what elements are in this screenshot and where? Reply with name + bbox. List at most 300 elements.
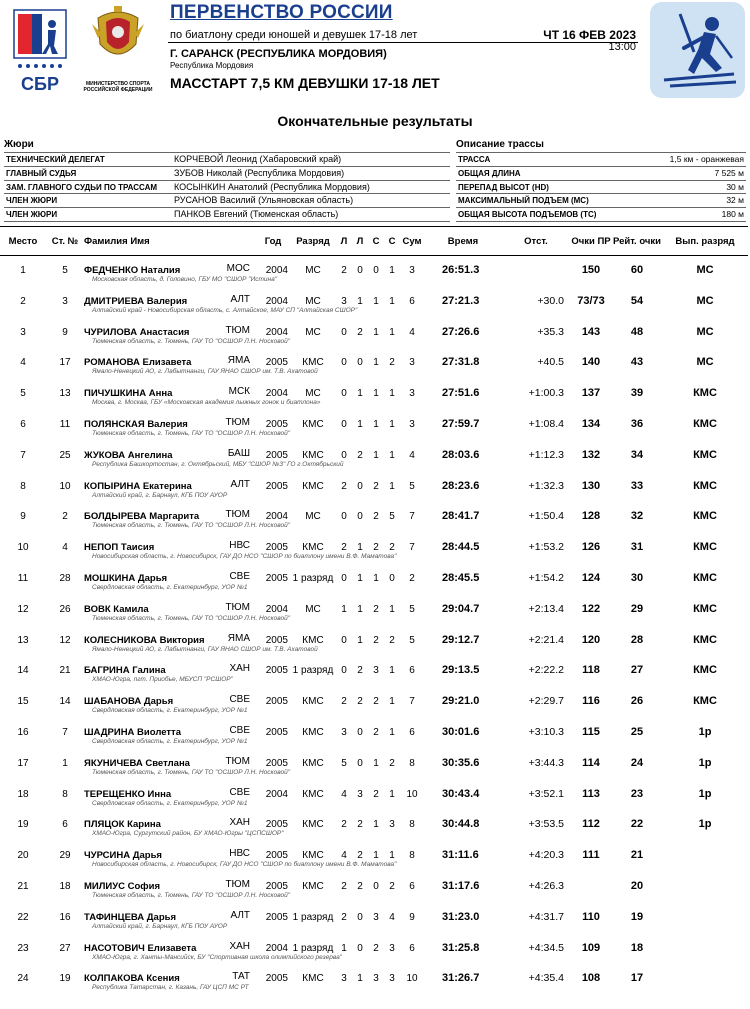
course-row: [456, 166, 746, 180]
bib-cell: 11: [59, 418, 71, 430]
behind-cell: +4:26.3: [528, 879, 564, 892]
qualification: [662, 964, 748, 984]
jury-role: ГЛАВНЫЙ СУДЬЯ: [6, 168, 77, 178]
athlete-name: ШАБАНОВА Дарья: [84, 696, 174, 708]
col-year: Год: [256, 227, 290, 256]
qualification: КМС: [693, 695, 717, 708]
region-code: МОС: [226, 263, 250, 274]
year-value: 2005: [265, 696, 288, 708]
penalty-sum: 7: [409, 542, 415, 554]
rating-points: 33: [630, 479, 644, 492]
shooting-1: 2: [341, 542, 347, 554]
club-info: Алтайский край - Новосибирская область, с. Алтайское, МАУ СП "Алтайская СШОР": [92, 306, 358, 314]
club-info: ХМАО-Югра, пгт. Приобье, МБУСП "РСШОР": [92, 676, 233, 684]
event-name: МАССТАРТ 7,5 КМ ДЕВУШКИ 17-18 ЛЕТ: [170, 75, 440, 91]
time-cell: 28:23.6: [442, 479, 480, 492]
club-info: ХМАО-Югра, Сургутский район, БУ ХМАО-Югры "ЦСПСШОР": [92, 830, 284, 838]
time-cell: 28:41.7: [442, 510, 480, 523]
time-cell: 31:11.6: [442, 849, 479, 862]
bib-cell: 1: [62, 757, 68, 769]
points-pr: 150: [581, 264, 601, 276]
penalty-sum: 8: [409, 850, 415, 862]
year-value: 2005: [265, 973, 288, 985]
shooting-3: 2: [373, 542, 379, 554]
rating-points: 25: [630, 725, 644, 738]
behind-cell: +1:53.2: [528, 541, 564, 554]
shooting-2: 1: [357, 295, 363, 307]
athlete-name: МОШКИНА Дарья: [84, 572, 168, 584]
bib-cell: 29: [59, 850, 71, 862]
year-cell: [229, 934, 290, 954]
shooting-2: 0: [357, 726, 363, 738]
shooting-1: 0: [341, 357, 347, 369]
shooting-4: 1: [389, 265, 395, 276]
place-cell: 22: [17, 911, 29, 923]
rank-cell: КМС: [302, 634, 324, 646]
behind-cell: +30.0: [537, 294, 564, 307]
shooting-1: 0: [341, 449, 347, 461]
event-city: Г. САРАНСК (РЕСПУБЛИКА МОРДОВИЯ): [170, 48, 387, 60]
year-value: 2004: [265, 265, 288, 276]
penalty-sum: 6: [409, 726, 415, 738]
club-info: Республика Татарстан, г. Казань, ГАУ ЦСП МС РТ: [92, 984, 249, 992]
qualification: КМС: [693, 479, 717, 492]
penalty-sum: 7: [409, 511, 415, 523]
course-label: ПЕРЕПАД ВЫСОТ (HD): [458, 182, 549, 192]
year-value: 2005: [265, 572, 288, 584]
club-info: Тюменская область, г. Тюмень, ГАУ ТО "ОСШОР Л.Н. Носковой": [92, 891, 291, 899]
table-row: [0, 318, 748, 338]
year-cell: [229, 656, 290, 677]
club-row: [0, 399, 748, 410]
penalty-sum: 7: [409, 696, 415, 708]
shooting-3: 3: [373, 911, 379, 923]
year-cell: [227, 441, 290, 461]
penalty-sum: 5: [409, 603, 415, 615]
rating-points: 34: [630, 448, 644, 461]
athlete-name: МИЛИУС София: [84, 880, 161, 892]
table-row: [0, 287, 748, 307]
rank-cell: МС: [305, 388, 321, 400]
place-cell: 3: [20, 326, 26, 338]
behind-cell: +40.5: [537, 356, 564, 369]
table-row: [0, 348, 748, 368]
club-row: [0, 584, 748, 595]
club-info: Тюменская область, г. Тюмень, ГАУ ТО "ОСШОР Л.Н. Носковой": [92, 429, 291, 437]
place-cell: 20: [17, 850, 29, 862]
qualification: МС: [696, 294, 714, 307]
col-rank: Разряд: [290, 227, 336, 256]
shooting-3: 2: [373, 480, 379, 492]
jury-row: [4, 166, 450, 180]
course-list: [456, 152, 746, 222]
rating-points: 48: [630, 325, 644, 338]
penalty-sum: 5: [409, 480, 415, 492]
shooting-4: 3: [389, 819, 395, 831]
course-row: [456, 152, 746, 166]
ministry-sport-logo: [80, 4, 156, 98]
shooting-2: 3: [357, 788, 363, 800]
jury-role: ТЕХНИЧЕСКИЙ ДЕЛЕГАТ: [6, 155, 105, 164]
jury-member: КОСЫНКИН Анатолий (Республика Мордовия): [174, 181, 370, 192]
rank-cell: КМС: [302, 418, 324, 430]
region-code: ТЮМ: [225, 878, 250, 890]
year-value: 2004: [265, 388, 288, 400]
region-code: НВС: [229, 848, 250, 860]
rating-points: 24: [630, 756, 644, 769]
shooting-3: 2: [373, 696, 379, 708]
table-row: [0, 749, 748, 769]
club-row: [0, 430, 748, 441]
place-cell: 16: [17, 726, 29, 738]
table-row: [0, 780, 748, 800]
year-value: 2004: [265, 603, 288, 615]
club-info: Ямало-Ненецкий АО, г. Лабытнанги, ГАУ ЯНАО СШОР им. Т.В. Ахатовой: [92, 368, 318, 376]
shooting-2: 1: [357, 418, 363, 430]
penalty-sum: 5: [409, 634, 415, 646]
year-cell: [229, 533, 290, 554]
points-pr: 108: [581, 972, 601, 985]
bib-cell: 21: [59, 665, 71, 677]
bib-cell: 27: [59, 942, 71, 954]
rating-points: 22: [630, 818, 644, 831]
place-cell: 9: [20, 511, 26, 523]
club-info: Алтайский край, г. Барнаул, КГБ ПОУ АУОР: [92, 922, 228, 930]
year-cell: [228, 379, 290, 400]
athlete-name: ВОВК Камила: [84, 603, 149, 615]
header: [0, 0, 750, 110]
bib-cell: 8: [62, 788, 68, 800]
penalty-sum: 6: [409, 942, 415, 954]
course-label: ОБЩАЯ ДЛИНА: [458, 168, 521, 178]
place-cell: 18: [17, 788, 29, 800]
athlete-name: ЧУРИЛОВА Анастасия: [84, 326, 190, 338]
table-row: [0, 564, 748, 584]
shooting-2: 1: [357, 603, 363, 615]
penalty-sum: 3: [409, 388, 415, 400]
shooting-4: 2: [389, 634, 395, 646]
rating-points: 54: [630, 294, 644, 307]
qualification: КМС: [693, 602, 717, 615]
rank-cell: КМС: [302, 788, 324, 800]
athlete-name: РОМАНОВА Елизавета: [84, 357, 192, 369]
shooting-3: 3: [373, 665, 379, 677]
shooting-1: 3: [341, 973, 347, 985]
place-cell: 15: [17, 696, 29, 708]
rank-cell: КМС: [302, 880, 324, 892]
jury-row: [4, 152, 450, 166]
col-bib: Ст. №: [46, 227, 84, 256]
course-label: ОБЩАЯ ВЫСОТА ПОДЪЕМОВ (TC): [458, 210, 597, 220]
shooting-2: 0: [357, 357, 363, 369]
shooting-2: 2: [357, 880, 363, 892]
rank-cell: КМС: [302, 850, 324, 862]
club-row: [0, 738, 748, 749]
shooting-2: 0: [357, 480, 363, 492]
results-body: [0, 256, 748, 996]
region-code: ТЮМ: [225, 416, 250, 428]
rating-points: 29: [630, 602, 644, 615]
shooting-1: 2: [341, 696, 347, 708]
rating-points: 26: [630, 695, 644, 708]
qualification: [662, 903, 748, 923]
shooting-2: 2: [357, 449, 363, 461]
year-cell: [229, 718, 290, 738]
qualification: КМС: [693, 448, 717, 461]
shooting-3: 1: [373, 418, 379, 430]
athlete-name: ПИЧУШКИНА Анна: [84, 388, 173, 400]
athlete-name: ТЕРЕЩЕНКО Инна: [84, 788, 172, 800]
place-cell: 6: [20, 418, 26, 430]
points-pr: 120: [581, 633, 601, 646]
bib-cell: 5: [62, 265, 68, 276]
time-cell: 30:43.4: [442, 787, 480, 800]
penalty-sum: 8: [409, 757, 415, 769]
shooting-3: 1: [373, 326, 379, 338]
club-info: Алтайский край, г. Барнаул, КГБ ПОУ АУОР: [92, 491, 228, 499]
shooting-2: 0: [357, 757, 363, 769]
rank-cell: 1 разряд: [292, 572, 334, 584]
behind-cell: +2:13.4: [528, 602, 564, 615]
shooting-4: 5: [389, 511, 395, 523]
behind-cell: +1:32.3: [528, 479, 564, 492]
jury-title: Жюри: [4, 139, 34, 150]
shooting-4: 1: [389, 726, 395, 738]
rating-points: 20: [630, 879, 644, 892]
behind-cell: +4:34.5: [528, 941, 564, 954]
club-row: [0, 553, 748, 564]
year-cell: [225, 749, 290, 769]
time-cell: 26:51.3: [442, 264, 480, 276]
region-code: ЯМА: [227, 355, 250, 367]
qualification: МС: [696, 325, 714, 338]
year-cell: [229, 810, 290, 831]
region-code: ХАН: [229, 663, 250, 675]
club-row: [0, 707, 748, 718]
rank-cell: КМС: [302, 696, 324, 708]
penalty-sum: 6: [409, 880, 415, 892]
time-cell: 31:17.6: [442, 879, 480, 892]
col-shoot-2: Л: [352, 227, 368, 256]
athlete-name: ШАДРИНА Виолетта: [84, 726, 181, 738]
jury-row: [4, 207, 450, 222]
time-cell: 29:13.5: [442, 664, 480, 677]
club-row: [0, 646, 748, 657]
rating-points: 31: [630, 541, 644, 554]
points-pr: 73/73: [577, 294, 605, 307]
club-row: [0, 923, 748, 934]
rating-points: 17: [630, 972, 644, 985]
region-code: СВЕ: [229, 694, 250, 706]
shooting-1: 3: [341, 726, 347, 738]
points-pr: 122: [581, 602, 601, 615]
course-row: [456, 207, 746, 222]
athlete-name: ФЕДЧЕНКО Наталия: [84, 265, 181, 276]
time-cell: 27:59.7: [442, 417, 480, 430]
table-row: [0, 872, 748, 892]
shooting-1: 2: [341, 480, 347, 492]
year-value: 2005: [265, 757, 288, 769]
shooting-2: 2: [357, 665, 363, 677]
time-cell: 28:45.5: [442, 571, 480, 584]
year-value: 2005: [265, 634, 288, 646]
rank-cell: КМС: [302, 542, 324, 554]
bib-cell: 18: [59, 880, 71, 892]
time-cell: 30:01.6: [442, 725, 480, 738]
place-cell: 10: [17, 542, 29, 554]
year-value: 2004: [265, 942, 288, 954]
shooting-3: 1: [373, 357, 379, 369]
course-title: Описание трассы: [456, 139, 544, 150]
col-name: Фамилия Имя: [84, 227, 256, 256]
rating-points: 27: [630, 664, 644, 677]
shooting-1: 3: [341, 295, 347, 307]
region-code: ХАН: [229, 940, 250, 952]
athlete-name: ДМИТРИЕВА Валерия: [84, 295, 188, 307]
table-row: [0, 595, 748, 615]
bib-cell: 10: [59, 480, 71, 492]
sbr-logo-text: СБР: [21, 74, 59, 94]
qualification: 1р: [698, 787, 712, 800]
year-value: 2005: [265, 357, 288, 369]
rank-cell: КМС: [302, 973, 324, 985]
jury-member: КОРЧЕВОЙ Леонид (Хабаровский край): [174, 154, 342, 164]
points-pr: 113: [582, 787, 600, 800]
region-code: СВЕ: [229, 724, 250, 736]
club-row: [0, 615, 748, 626]
bib-cell: 19: [59, 973, 71, 985]
club-info: Свердловская область, г. Екатеринбург, УОР №1: [92, 583, 248, 591]
shooting-2: 1: [357, 634, 363, 646]
penalty-sum: 10: [406, 973, 418, 985]
year-cell: [225, 595, 290, 615]
year-cell: [230, 903, 290, 923]
year-value: 2005: [265, 418, 288, 430]
club-info: Новосибирская область, г. Новосибирск, ГАУ ДО НСО "СШОР по биатлону имени В.Ф. Маматова": [92, 553, 397, 561]
club-info: Тюменская область, г. Тюмень, ГАУ ТО "ОСШОР Л.Н. Носковой": [92, 522, 291, 530]
table-row: [0, 379, 748, 399]
bib-cell: 4: [62, 542, 68, 554]
behind-cell: +3:52.1: [528, 787, 564, 800]
behind-cell: +4:35.4: [528, 972, 564, 985]
year-cell: [227, 626, 290, 646]
shooting-4: 2: [389, 880, 395, 892]
time-cell: 31:26.7: [442, 972, 480, 985]
year-value: 2004: [265, 326, 288, 338]
time-cell: 28:03.6: [442, 448, 480, 461]
rank-cell: КМС: [302, 757, 324, 769]
points-pr: 132: [581, 448, 601, 461]
club-row: [0, 800, 748, 811]
club-row: [0, 892, 748, 903]
col-behind: Отст.: [502, 227, 570, 256]
shooting-1: 4: [341, 788, 347, 800]
year-cell: [230, 472, 290, 492]
club-row: [0, 954, 748, 965]
shooting-3: 2: [373, 511, 379, 523]
shooting-1: 0: [341, 388, 347, 400]
jury-role: ЗАМ. ГЛАВНОГО СУДЬИ ПО ТРАССАМ: [6, 182, 158, 192]
region-code: ТЮМ: [225, 601, 250, 613]
year-cell: [227, 348, 290, 369]
year-value: 2004: [265, 788, 288, 800]
col-shoot-3: С: [368, 227, 384, 256]
table-row: [0, 810, 748, 830]
shooting-3: 2: [373, 634, 379, 646]
shooting-3: 1: [373, 819, 379, 831]
shooting-4: 3: [389, 973, 395, 985]
shooting-2: 2: [357, 850, 363, 862]
rating-points: 30: [630, 571, 644, 584]
year-cell: [230, 287, 290, 307]
rank-cell: КМС: [302, 819, 324, 831]
bib-cell: 6: [62, 819, 68, 831]
shooting-4: 2: [389, 757, 395, 769]
col-qualification: Вып. разряд: [662, 227, 748, 256]
year-value: 2005: [265, 726, 288, 738]
region-code: ТЮМ: [225, 755, 250, 767]
place-cell: 21: [17, 880, 29, 892]
penalty-sum: 8: [409, 819, 415, 831]
shooting-4: 3: [389, 942, 395, 954]
rating-points: 28: [630, 633, 644, 646]
rating-points: 18: [630, 941, 644, 954]
shooting-4: 1: [389, 449, 395, 461]
penalty-sum: 10: [406, 788, 418, 800]
club-info: ХМАО-Югра, г. Ханты-Мансийск, БУ "Спортивная школа олимпийского резерва": [92, 953, 342, 961]
shooting-2: 0: [357, 942, 363, 954]
event-time: 13:00: [608, 41, 636, 53]
points-pr: 128: [581, 510, 601, 523]
athlete-name: ЧУРСИНА Дарья: [84, 850, 162, 862]
jury-member: РУСАНОВ Василий (Ульяновская область): [174, 195, 354, 206]
points-pr: 118: [582, 664, 600, 677]
place-cell: 14: [17, 665, 29, 677]
rating-points: 21: [630, 849, 644, 862]
year-value: 2005: [265, 542, 288, 554]
athlete-name: ЖУКОВА Ангелина: [84, 449, 173, 461]
year-value: 2004: [265, 511, 288, 523]
shooting-4: 1: [389, 665, 395, 677]
table-row: [0, 626, 748, 646]
course-row: [456, 180, 746, 194]
table-row: [0, 934, 748, 954]
qualification: 1р: [698, 756, 712, 769]
behind-cell: +1:08.4: [528, 417, 564, 430]
behind-cell: +1:54.2: [528, 571, 564, 584]
time-cell: 27:26.6: [442, 325, 480, 338]
course-value: 1,5 км - оранжевая: [669, 154, 744, 164]
club-info: Тюменская область, г. Тюмень, ГАУ ТО "ОСШОР Л.Н. Носковой": [92, 768, 291, 776]
shooting-3: 1: [373, 388, 379, 400]
shooting-2: 1: [357, 973, 363, 985]
athlete-name: ЯКУНИЧЕВА Светлана: [84, 757, 190, 769]
bib-cell: 17: [59, 357, 71, 369]
table-row: [0, 502, 748, 522]
behind-cell: +3:10.3: [528, 725, 564, 738]
rating-points: 19: [630, 910, 644, 923]
shooting-3: 3: [373, 973, 379, 985]
club-row: [0, 276, 748, 287]
table-row: [0, 472, 748, 492]
shooting-4: 2: [389, 357, 395, 369]
jury-member: ЗУБОВ Николай (Республика Мордовия): [174, 167, 345, 178]
shooting-2: 0: [357, 511, 363, 523]
table-row: [0, 964, 748, 984]
time-cell: 28:44.5: [442, 541, 480, 554]
points-pr: 116: [582, 695, 600, 708]
qualification: КМС: [693, 510, 717, 523]
